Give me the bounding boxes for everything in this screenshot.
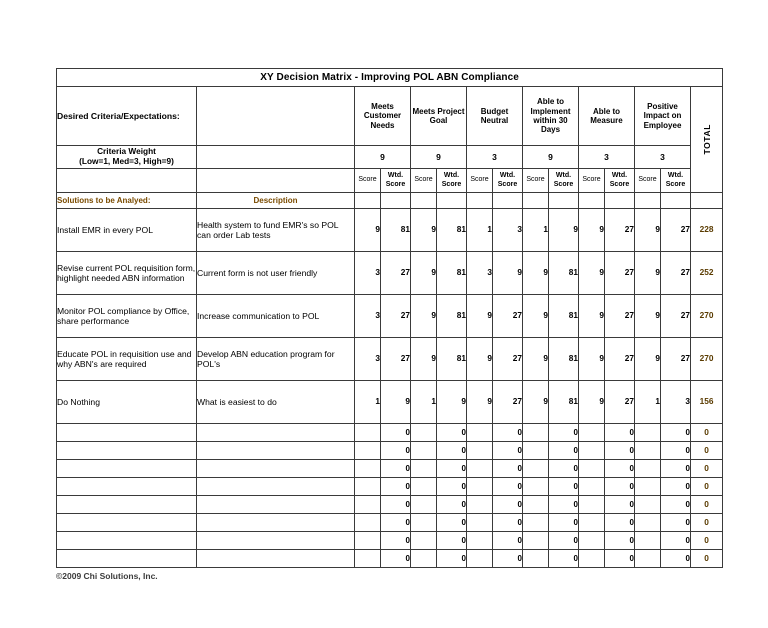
score-cell[interactable] (411, 532, 437, 550)
weighted-score-cell: 0 (493, 514, 523, 532)
wtd-label-line1: Wtd. (443, 172, 460, 180)
score-cell[interactable]: 1 (411, 381, 437, 424)
score-cell[interactable] (411, 478, 437, 496)
weighted-score-cell: 27 (605, 209, 635, 252)
score-cell[interactable]: 9 (579, 338, 605, 381)
score-cell[interactable]: 3 (355, 295, 381, 338)
score-cell[interactable] (467, 424, 493, 442)
weighted-score-cell: 0 (549, 514, 579, 532)
solution-name: Install EMR in every POL (57, 209, 197, 252)
table-row[interactable] (57, 478, 723, 496)
weighted-score-cell: 0 (549, 478, 579, 496)
score-cell[interactable] (467, 532, 493, 550)
weighted-score-cell: 9 (437, 381, 467, 424)
score-cell[interactable] (635, 442, 661, 460)
solution-name (57, 532, 197, 550)
score-cell[interactable] (467, 442, 493, 460)
weighted-score-cell: 0 (549, 424, 579, 442)
score-cell[interactable] (411, 496, 437, 514)
score-cell[interactable] (411, 550, 437, 568)
score-cell[interactable] (467, 478, 493, 496)
table-row[interactable] (57, 252, 723, 295)
weighted-score-cell: 0 (549, 460, 579, 478)
criterion-header-5: Positive Impact on Employee (635, 87, 691, 146)
table-row[interactable] (57, 442, 723, 460)
score-subheader-2: Score (467, 169, 493, 193)
score-cell[interactable] (635, 496, 661, 514)
score-subheader-0: Score (355, 169, 381, 193)
title-row (57, 69, 723, 87)
table-row[interactable] (57, 460, 723, 478)
criterion-header-1: Meets Project Goal (411, 87, 467, 146)
subheader-description-spacer (197, 169, 355, 193)
weighted-score-cell: 27 (493, 295, 523, 338)
weighted-score-cell: 0 (661, 550, 691, 568)
criterion-weight-4: 3 (579, 146, 635, 169)
score-cell[interactable] (355, 460, 381, 478)
score-cell[interactable]: 9 (411, 252, 437, 295)
criterion-header-3: Able to Implement within 30 Days (523, 87, 579, 146)
score-subheader-5: Score (635, 169, 661, 193)
score-cell[interactable]: 9 (411, 209, 437, 252)
weighted-score-cell: 0 (437, 424, 467, 442)
solutions-band-total-spacer (691, 193, 723, 209)
weighted-score-cell: 0 (381, 550, 411, 568)
weighted-score-cell: 27 (661, 295, 691, 338)
table-row[interactable] (57, 496, 723, 514)
score-cell[interactable]: 9 (579, 381, 605, 424)
matrix-title: XY Decision Matrix - Improving POL ABN Compliance (57, 69, 723, 87)
score-cell[interactable]: 9 (411, 338, 437, 381)
score-cell[interactable] (355, 424, 381, 442)
score-cell[interactable]: 9 (579, 209, 605, 252)
criterion-weight-0: 9 (355, 146, 411, 169)
score-cell[interactable] (579, 478, 605, 496)
row-total-cell: 0 (691, 496, 723, 514)
weighted-score-cell: 0 (605, 424, 635, 442)
criterion-weight-2: 3 (467, 146, 523, 169)
score-cell[interactable] (523, 478, 549, 496)
weighted-score-cell: 0 (549, 496, 579, 514)
solution-description (197, 460, 355, 478)
solution-name (57, 442, 197, 460)
row-total-cell: 0 (691, 478, 723, 496)
row-total-cell: 156 (691, 381, 723, 424)
weighted-score-cell: 9 (549, 209, 579, 252)
weighted-score-cell: 0 (437, 460, 467, 478)
weighted-score-cell: 0 (437, 478, 467, 496)
wtd-label-line2: Score (665, 180, 686, 188)
solution-name (57, 550, 197, 568)
score-cell[interactable]: 9 (635, 295, 661, 338)
wtd-label-line1: Wtd. (611, 172, 628, 180)
solution-description (197, 496, 355, 514)
solution-name: Educate POL in requisition use and why ABN's are required (57, 338, 197, 381)
weighted-score-cell: 0 (549, 532, 579, 550)
solutions-band-label: Solutions to be Analyed: (57, 193, 197, 209)
weighted-score-cell: 27 (661, 209, 691, 252)
wtd-label-line1: Wtd. (667, 172, 684, 180)
score-cell[interactable] (579, 514, 605, 532)
weighted-score-cell: 0 (381, 460, 411, 478)
weighted-score-cell: 81 (437, 338, 467, 381)
score-subheader-3: Score (523, 169, 549, 193)
solution-description: What is easiest to do (197, 381, 355, 424)
solutions-band-spacer-2 (411, 193, 437, 209)
wtd-label-line2: Score (441, 180, 462, 188)
solution-description: Health system to fund EMR's so POL can order Lab tests (197, 209, 355, 252)
table-row[interactable] (57, 209, 723, 252)
weighted-score-cell: 81 (381, 209, 411, 252)
score-subheader-row (57, 169, 723, 193)
solution-description: Increase communication to POL (197, 295, 355, 338)
weighted-score-cell: 0 (549, 550, 579, 568)
weighted-score-cell: 0 (605, 478, 635, 496)
score-cell[interactable]: 9 (579, 295, 605, 338)
wtd-score-subheader-1 (437, 169, 467, 193)
table-row[interactable] (57, 295, 723, 338)
table-row[interactable] (57, 381, 723, 424)
weighted-score-cell: 0 (605, 514, 635, 532)
solution-description (197, 478, 355, 496)
table-row[interactable] (57, 424, 723, 442)
solutions-band-spacer-10 (635, 193, 661, 209)
wtd-label-line1: Wtd. (499, 172, 516, 180)
criterion-header-0: Meets Customer Needs (355, 87, 411, 146)
weighted-score-cell: 0 (661, 532, 691, 550)
weighted-score-cell: 0 (381, 496, 411, 514)
weighted-score-cell: 0 (661, 478, 691, 496)
score-cell[interactable] (523, 424, 549, 442)
weighted-score-cell: 27 (661, 252, 691, 295)
score-cell[interactable] (411, 514, 437, 532)
score-cell[interactable] (355, 550, 381, 568)
criteria-weight-spacer (197, 146, 355, 169)
weighted-score-cell: 0 (549, 442, 579, 460)
criteria-weight-line1: Criteria Weight (97, 146, 156, 157)
score-cell[interactable]: 9 (635, 338, 661, 381)
weighted-score-cell: 0 (381, 514, 411, 532)
score-cell[interactable]: 9 (411, 295, 437, 338)
wtd-label-line2: Score (553, 180, 574, 188)
solution-name: Monitor POL compliance by Office, share performance (57, 295, 197, 338)
score-cell[interactable] (355, 442, 381, 460)
wtd-label-line1: Wtd. (387, 172, 404, 180)
criteria-weight-line2: (Low=1, Med=3, High=9) (79, 156, 174, 166)
weighted-score-cell: 27 (605, 381, 635, 424)
score-cell[interactable]: 9 (635, 209, 661, 252)
weighted-score-cell: 3 (661, 381, 691, 424)
wtd-label-line2: Score (385, 180, 406, 188)
solutions-band-spacer-1 (381, 193, 411, 209)
table-row[interactable] (57, 514, 723, 532)
weighted-score-cell: 27 (493, 381, 523, 424)
wtd-label-line1: Wtd. (555, 172, 572, 180)
criterion-weight-1: 9 (411, 146, 467, 169)
row-total-cell: 0 (691, 424, 723, 442)
weighted-score-cell: 0 (493, 424, 523, 442)
score-cell[interactable]: 9 (467, 338, 493, 381)
criterion-weight-5: 3 (635, 146, 691, 169)
criteria-weight-label (57, 146, 197, 169)
criteria-weight-row (57, 146, 723, 169)
solutions-band-spacer-6 (523, 193, 549, 209)
weighted-score-cell: 0 (493, 532, 523, 550)
solution-name: Revise current POL requisition form, highlight needed ABN information (57, 252, 197, 295)
wtd-score-subheader-5 (661, 169, 691, 193)
row-total-cell: 0 (691, 460, 723, 478)
score-cell[interactable] (411, 424, 437, 442)
weighted-score-cell: 27 (381, 252, 411, 295)
solutions-band-spacer-3 (437, 193, 467, 209)
weighted-score-cell: 0 (661, 496, 691, 514)
score-cell[interactable] (579, 424, 605, 442)
score-cell[interactable] (523, 532, 549, 550)
solution-description (197, 424, 355, 442)
weighted-score-cell: 0 (381, 442, 411, 460)
solutions-band-spacer-5 (493, 193, 523, 209)
total-header-cell (691, 87, 723, 193)
weighted-score-cell: 81 (437, 295, 467, 338)
weighted-score-cell: 0 (605, 496, 635, 514)
score-cell[interactable] (523, 460, 549, 478)
score-cell[interactable] (355, 478, 381, 496)
score-cell[interactable] (635, 532, 661, 550)
weighted-score-cell: 3 (493, 209, 523, 252)
weighted-score-cell: 0 (661, 514, 691, 532)
weighted-score-cell: 0 (605, 442, 635, 460)
solutions-band-spacer-0 (355, 193, 381, 209)
solutions-band-row (57, 193, 723, 209)
score-cell[interactable]: 1 (635, 381, 661, 424)
solution-description (197, 514, 355, 532)
weighted-score-cell: 0 (605, 532, 635, 550)
score-cell[interactable]: 1 (467, 209, 493, 252)
score-cell[interactable] (579, 532, 605, 550)
score-cell[interactable] (523, 442, 549, 460)
solution-description (197, 550, 355, 568)
description-header-cell (197, 87, 355, 146)
score-cell[interactable] (579, 550, 605, 568)
score-cell[interactable] (467, 460, 493, 478)
solution-name: Do Nothing (57, 381, 197, 424)
weighted-score-cell: 0 (437, 496, 467, 514)
row-total-cell: 0 (691, 532, 723, 550)
score-cell[interactable] (467, 496, 493, 514)
solutions-band-spacer-4 (467, 193, 493, 209)
solution-description (197, 532, 355, 550)
desired-criteria-label: Desired Criteria/Expectations: (57, 87, 197, 146)
criterion-weight-3: 9 (523, 146, 579, 169)
decision-matrix-table (56, 68, 723, 568)
total-header-label: TOTAL (701, 124, 712, 155)
weighted-score-cell: 0 (661, 442, 691, 460)
score-cell[interactable]: 3 (355, 252, 381, 295)
row-total-cell: 270 (691, 295, 723, 338)
score-cell[interactable]: 9 (523, 338, 549, 381)
score-cell[interactable]: 9 (355, 209, 381, 252)
solutions-band-spacer-9 (605, 193, 635, 209)
row-total-cell: 270 (691, 338, 723, 381)
weighted-score-cell: 9 (493, 252, 523, 295)
solution-name (57, 424, 197, 442)
weighted-score-cell: 27 (381, 295, 411, 338)
score-cell[interactable] (579, 460, 605, 478)
wtd-score-subheader-0 (381, 169, 411, 193)
score-cell[interactable] (579, 442, 605, 460)
row-total-cell: 252 (691, 252, 723, 295)
score-cell[interactable] (411, 460, 437, 478)
weighted-score-cell: 0 (493, 478, 523, 496)
weighted-score-cell: 0 (493, 550, 523, 568)
weighted-score-cell: 0 (661, 460, 691, 478)
score-cell[interactable] (635, 460, 661, 478)
weighted-score-cell: 0 (661, 424, 691, 442)
weighted-score-cell: 0 (381, 424, 411, 442)
score-cell[interactable] (355, 496, 381, 514)
score-cell[interactable]: 9 (467, 381, 493, 424)
score-subheader-1: Score (411, 169, 437, 193)
score-cell[interactable] (523, 550, 549, 568)
solution-description: Develop ABN education program for POL's (197, 338, 355, 381)
weighted-score-cell: 0 (493, 442, 523, 460)
weighted-score-cell: 0 (493, 496, 523, 514)
score-cell[interactable]: 3 (467, 252, 493, 295)
wtd-score-subheader-3 (549, 169, 579, 193)
weighted-score-cell: 81 (549, 295, 579, 338)
criteria-header-row (57, 87, 723, 146)
row-total-cell: 0 (691, 514, 723, 532)
score-cell[interactable] (355, 514, 381, 532)
table-row[interactable] (57, 550, 723, 568)
score-cell[interactable]: 9 (523, 252, 549, 295)
score-cell[interactable] (523, 514, 549, 532)
row-total-cell: 0 (691, 550, 723, 568)
weighted-score-cell: 81 (437, 209, 467, 252)
weighted-score-cell: 27 (381, 338, 411, 381)
criterion-header-4: Able to Measure (579, 87, 635, 146)
score-cell[interactable] (355, 532, 381, 550)
solutions-band-spacer-11 (661, 193, 691, 209)
criterion-header-2: Budget Neutral (467, 87, 523, 146)
score-cell[interactable] (635, 424, 661, 442)
solution-name (57, 460, 197, 478)
solution-name (57, 496, 197, 514)
solution-description: Current form is not user friendly (197, 252, 355, 295)
score-cell[interactable]: 9 (523, 381, 549, 424)
subheader-solution-spacer (57, 169, 197, 193)
weighted-score-cell: 27 (493, 338, 523, 381)
score-cell[interactable] (467, 514, 493, 532)
weighted-score-cell: 0 (381, 478, 411, 496)
solution-name (57, 478, 197, 496)
weighted-score-cell: 27 (605, 338, 635, 381)
score-cell[interactable] (411, 442, 437, 460)
weighted-score-cell: 81 (549, 338, 579, 381)
weighted-score-cell: 0 (605, 550, 635, 568)
weighted-score-cell: 27 (605, 295, 635, 338)
score-cell[interactable] (635, 514, 661, 532)
score-cell[interactable]: 3 (355, 338, 381, 381)
score-cell[interactable]: 9 (635, 252, 661, 295)
score-cell[interactable]: 9 (467, 295, 493, 338)
score-cell[interactable]: 1 (523, 209, 549, 252)
description-band-label: Description (197, 193, 355, 209)
weighted-score-cell: 0 (437, 550, 467, 568)
solutions-band-spacer-7 (549, 193, 579, 209)
table-row[interactable] (57, 532, 723, 550)
weighted-score-cell: 0 (381, 532, 411, 550)
weighted-score-cell: 0 (493, 460, 523, 478)
wtd-score-subheader-4 (605, 169, 635, 193)
score-cell[interactable]: 9 (523, 295, 549, 338)
weighted-score-cell: 27 (605, 252, 635, 295)
wtd-score-subheader-2 (493, 169, 523, 193)
weighted-score-cell: 81 (437, 252, 467, 295)
score-cell[interactable] (635, 478, 661, 496)
solution-name (57, 514, 197, 532)
score-cell[interactable] (467, 550, 493, 568)
weighted-score-cell: 0 (605, 460, 635, 478)
weighted-score-cell: 81 (549, 381, 579, 424)
solution-description (197, 442, 355, 460)
row-total-cell: 228 (691, 209, 723, 252)
wtd-label-line2: Score (609, 180, 630, 188)
weighted-score-cell: 0 (437, 514, 467, 532)
wtd-label-line2: Score (497, 180, 518, 188)
row-total-cell: 0 (691, 442, 723, 460)
score-subheader-4: Score (579, 169, 605, 193)
solutions-band-spacer-8 (579, 193, 605, 209)
weighted-score-cell: 0 (437, 442, 467, 460)
score-cell[interactable] (579, 496, 605, 514)
score-cell[interactable]: 9 (579, 252, 605, 295)
score-cell[interactable]: 1 (355, 381, 381, 424)
weighted-score-cell: 9 (381, 381, 411, 424)
weighted-score-cell: 0 (437, 532, 467, 550)
score-cell[interactable] (523, 496, 549, 514)
score-cell[interactable] (635, 550, 661, 568)
table-row[interactable] (57, 338, 723, 381)
weighted-score-cell: 27 (661, 338, 691, 381)
weighted-score-cell: 81 (549, 252, 579, 295)
copyright-footer: ©2009 Chi Solutions, Inc. (56, 571, 158, 581)
